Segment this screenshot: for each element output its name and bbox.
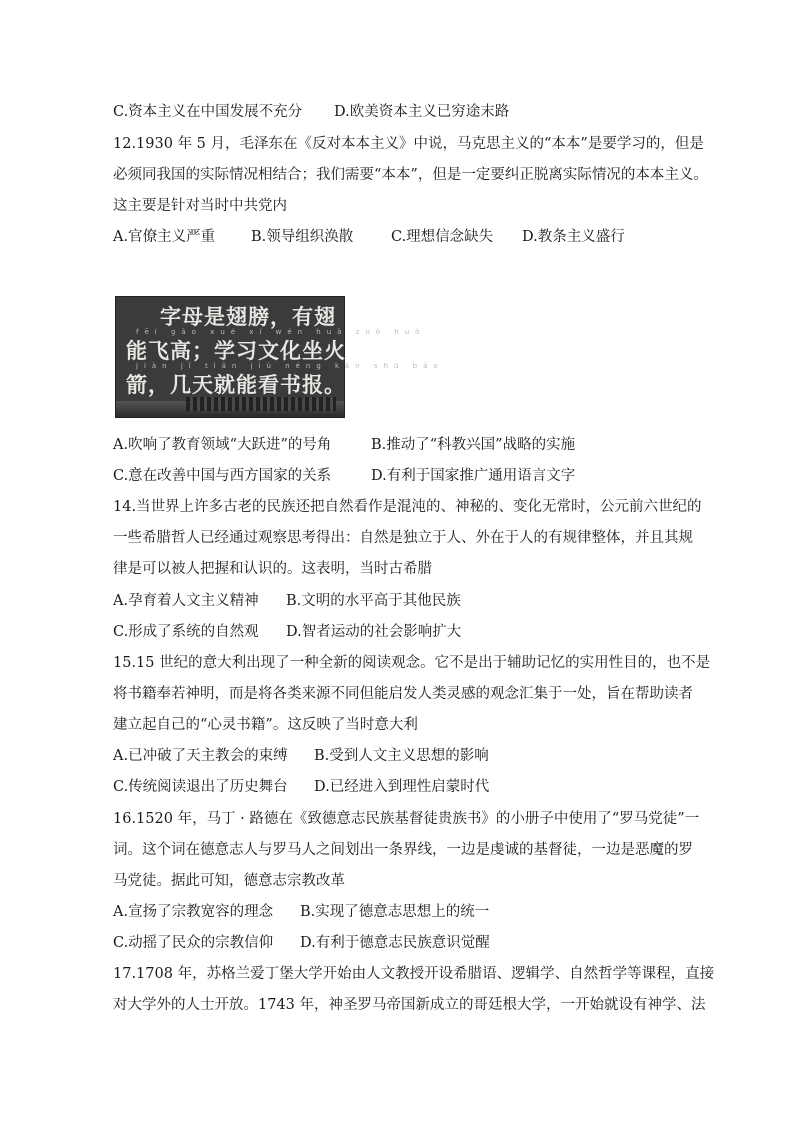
q15-option-a[interactable]: A.已冲破了天主教会的束缚	[113, 748, 288, 764]
q12-stem-line-3: 这主要是针对当时中共党内	[113, 198, 287, 214]
q17-stem-line-2: 对大学外的人士开放。1743 年，神圣罗马帝国新成立的哥廷根大学，一开始就设有神学、法	[113, 997, 706, 1013]
poster-text-line-2: 能飞高；学习文化坐火	[126, 338, 346, 363]
q14-stem-line-3: 律是可以被人把握和认识的。这表明，当时古希腊	[113, 561, 432, 577]
q15-stem-line-2: 将书籍奉若神明，而是将各类来源不同但能启发人类灵感的观念汇集于一处，旨在帮助读者	[113, 686, 693, 702]
q13-option-b[interactable]: B.推动了“科教兴国”战略的实施	[371, 437, 576, 453]
poster-text-line-3: 箭，几天就能看书报。	[126, 372, 346, 397]
q15-option-c[interactable]: C.传统阅读退出了历史舞台	[113, 779, 288, 795]
q14-option-a[interactable]: A.孕育着人文主义精神	[113, 593, 259, 609]
q12-option-c[interactable]: C.理想信念缺失	[391, 229, 494, 245]
poster-figures	[186, 397, 336, 411]
q16-stem-line-3: 马党徒。据此可知，德意志宗教改革	[113, 873, 345, 889]
q12-stem-line-2: 必须同我国的实际情况相结合；我们需要“本本”，但是一定要纠正脱离实际情况的本本主义。	[113, 167, 708, 183]
q16-option-b[interactable]: B.实现了德意志思想上的统一	[300, 904, 490, 920]
q14-stem-line-2: 一些希腊哲人已经通过观察思考得出：自然是独立于人、外在于人的有规律整体，并且其规	[113, 530, 693, 546]
q17-stem-line-1: 17.1708 年，苏格兰爱丁堡大学开始由人文教授开设希腊语、逻辑学、自然哲学等课程，直接	[113, 966, 715, 982]
q15-option-b[interactable]: B.受到人文主义思想的影响	[314, 748, 489, 764]
q13-option-c[interactable]: C.意在改善中国与西方国家的关系	[113, 468, 332, 484]
q12-stem-line-1: 12.1930 年 5 月，毛泽东在《反对本本主义》中说，马克思主义的“本本”是要学习的，但是	[113, 136, 704, 152]
q16-stem-line-2: 词。这个词在德意志人与罗马人之间划出一条界线，一边是虔诚的基督徒，一边是恶魔的罗	[113, 842, 693, 858]
poster-text-line-1: 字母是翅膀，有翅	[160, 304, 336, 329]
q16-stem-line-1: 16.1520 年，马丁 · 路德在《致德意志民族基督徒贵族书》的小册子中使用了“罗马党徒”一	[113, 811, 700, 827]
poster-pinyin-line-1: fēi gāo xué xí wén huà zuò huǒ	[136, 328, 426, 336]
q16-option-c[interactable]: C.动摇了民众的宗教信仰	[113, 935, 274, 951]
q13-option-a[interactable]: A.吹响了教育领域“大跃进”的号角	[113, 437, 332, 453]
q15-stem-line-3: 建立起自己的“心灵书籍”。这反映了当时意大利	[113, 717, 418, 733]
q15-option-d[interactable]: D.已经进入到理性启蒙时代	[314, 779, 490, 795]
q15-stem-line-1: 15.15 世纪的意大利出现了一种全新的阅读观念。它不是出于辅助记忆的实用性目的，也不是	[113, 655, 711, 671]
q11-option-c[interactable]: C.资本主义在中国发展不充分	[113, 104, 303, 120]
q12-option-a[interactable]: A.官僚主义严重	[113, 229, 216, 245]
q13-option-d[interactable]: D.有利于国家推广通用语言文字	[371, 468, 576, 484]
q13-literacy-poster-image	[115, 296, 444, 418]
q12-option-b[interactable]: B.领导组织涣散	[251, 229, 354, 245]
q14-option-b[interactable]: B.文明的水平高于其他民族	[286, 593, 461, 609]
q16-option-a[interactable]: A.宣扬了宗教宽容的理念	[113, 904, 274, 920]
q14-option-c[interactable]: C.形成了系统的自然观	[113, 624, 259, 640]
q14-option-d[interactable]: D.智者运动的社会影响扩大	[286, 624, 462, 640]
q12-option-d[interactable]: D.教条主义盛行	[522, 229, 625, 245]
q11-option-d[interactable]: D.欧美资本主义已穷途末路	[334, 104, 510, 120]
q16-option-d[interactable]: D.有利于德意志民族意识觉醒	[300, 935, 490, 951]
q14-stem-line-1: 14.当世界上许多古老的民族还把自然看作是混沌的、神秘的、变化无常时，公元前六世纪的	[113, 499, 702, 515]
poster-pinyin-line-2: jiàn jǐ tiān jiù néng kàn shū bào	[136, 362, 444, 370]
